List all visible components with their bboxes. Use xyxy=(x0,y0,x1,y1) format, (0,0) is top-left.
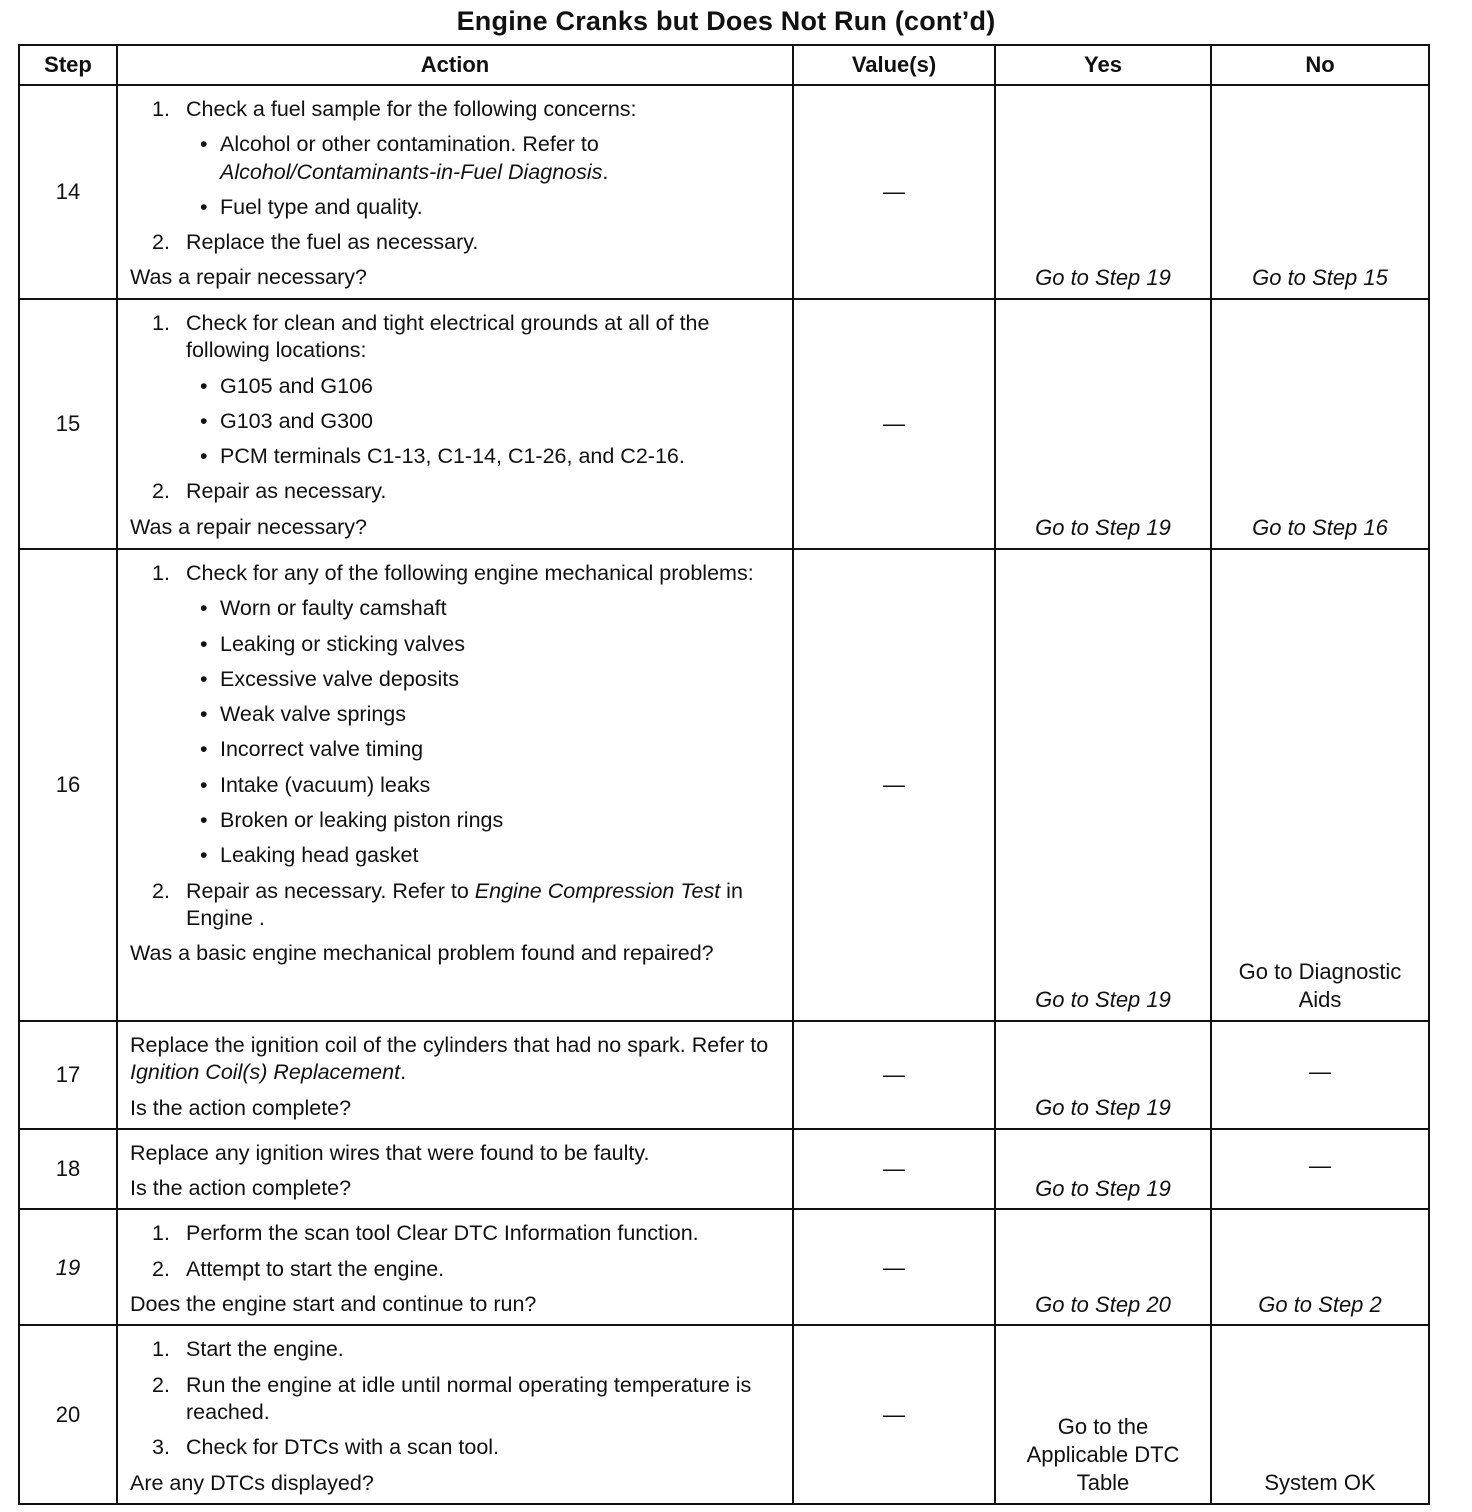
action-item: 1. Check for clean and tight electrical grounds at all of the following locations: xyxy=(152,311,710,363)
action-question: Was a repair necessary? xyxy=(130,265,367,290)
action-bullet: • Alcohol or other contamination. Refer to Alcohol/Contaminants-in-Fuel Diagnosis. xyxy=(200,132,609,184)
action-question: Is the action complete? xyxy=(130,1176,352,1201)
step-number: 16 xyxy=(19,549,117,1021)
step-number: 15 xyxy=(19,299,117,549)
action-line: Replace the ignition coil of the cylinders that had no spark. Refer to Ignition Coil(s) Replacement. xyxy=(130,1033,769,1085)
header-action: Action xyxy=(117,45,793,85)
action-item: 1. Check for any of the following engine mechanical problems: xyxy=(152,561,754,585)
action-cell xyxy=(117,549,793,1021)
action-cell xyxy=(117,1021,793,1129)
value-cell: — xyxy=(793,1325,995,1503)
action-bullet: • Fuel type and quality. xyxy=(200,194,423,219)
value-cell: — xyxy=(793,299,995,549)
action-bullet: • Broken or leaking piston rings xyxy=(200,808,504,833)
yes-cell: Go to Step 19 xyxy=(995,549,1211,1021)
yes-cell: Go to Step 19 xyxy=(995,1129,1211,1210)
yes-cell: Go to Step 19 xyxy=(995,1021,1211,1129)
action-item: 2. Run the engine at idle until normal operating temperature is reached. xyxy=(152,1372,752,1425)
reference-link: Ignition Coil(s) Replacement xyxy=(130,1060,401,1085)
yes-cell: Go to Step 19 xyxy=(995,299,1211,549)
step-number: 14 xyxy=(19,85,117,299)
value-cell: — xyxy=(793,85,995,299)
no-cell: Go to Diagnostic Aids xyxy=(1211,549,1429,1021)
action-bullet: • PCM terminals C1-13, C1-14, C1-26, and C2-16. xyxy=(200,444,685,469)
action-question: Are any DTCs displayed? xyxy=(130,1470,374,1495)
action-cell xyxy=(117,1325,793,1503)
action-question: Was a basic engine mechanical problem found and repaired? xyxy=(130,941,714,966)
step-number: 20 xyxy=(19,1325,117,1503)
value-cell: — xyxy=(793,1021,995,1129)
action-question: Was a repair necessary? xyxy=(130,514,367,539)
header-values: Value(s) xyxy=(793,45,995,85)
table-row xyxy=(19,1209,1429,1325)
action-item: 3. Check for DTCs with a scan tool. xyxy=(152,1435,500,1460)
no-cell: Go to Step 15 xyxy=(1211,85,1429,299)
action-line: Replace any ignition wires that were found to be faulty. xyxy=(130,1140,650,1165)
action-item: 2. Repair as necessary. xyxy=(152,479,387,504)
value-cell: — xyxy=(793,549,995,1021)
no-cell: — xyxy=(1211,1129,1429,1210)
action-item: 1. Perform the scan tool Clear DTC Information function. xyxy=(152,1221,699,1246)
action-item: 2. Replace the fuel as necessary. xyxy=(152,230,479,255)
header-yes: Yes xyxy=(995,45,1211,85)
action-bullet: • G105 and G106 xyxy=(200,373,374,398)
action-bullet: • Excessive valve deposits xyxy=(200,666,459,691)
action-bullet: • G103 and G300 xyxy=(200,408,374,433)
no-cell: System OK xyxy=(1211,1325,1429,1503)
value-cell: — xyxy=(793,1209,995,1325)
yes-cell: Go to Step 19 xyxy=(995,85,1211,299)
reference-link: Alcohol/Contaminants-in-Fuel Diagnosis xyxy=(220,159,603,184)
action-cell xyxy=(117,1129,793,1210)
action-question: Is the action complete? xyxy=(130,1095,352,1120)
action-cell xyxy=(117,85,793,299)
reference-link: Engine Compression Test xyxy=(474,878,721,903)
action-bullet: • Leaking or sticking valves xyxy=(200,631,465,656)
no-cell: Go to Step 2 xyxy=(1211,1209,1429,1325)
header-no: No xyxy=(1211,45,1429,85)
action-bullet: • Leaking head gasket xyxy=(200,843,419,868)
page-title: Engine Cranks but Does Not Run (cont’d) xyxy=(456,6,996,36)
action-bullet: • Weak valve springs xyxy=(200,702,407,727)
no-cell: Go to Step 16 xyxy=(1211,299,1429,549)
table-row xyxy=(19,1021,1429,1129)
value-cell: — xyxy=(793,1129,995,1210)
action-bullet: • Intake (vacuum) leaks xyxy=(200,772,431,797)
action-item: 1. Start the engine. xyxy=(152,1337,344,1362)
table-row xyxy=(19,299,1429,549)
table-row xyxy=(19,1325,1429,1503)
step-number: 18 xyxy=(19,1129,117,1210)
yes-cell: Go to Step 20 xyxy=(995,1209,1211,1325)
action-item: 1. Check a fuel sample for the following concerns: xyxy=(152,97,637,121)
no-cell: — xyxy=(1211,1021,1429,1129)
action-cell xyxy=(117,1209,793,1325)
header-step: Step xyxy=(19,45,117,85)
action-bullet: • Incorrect valve timing xyxy=(200,737,424,762)
action-question: Does the engine start and continue to run? xyxy=(130,1292,537,1317)
step-number: 19 xyxy=(19,1209,117,1325)
table-row xyxy=(19,1129,1429,1210)
header-row xyxy=(19,45,1429,85)
diagnostic-table xyxy=(18,44,1430,1505)
table-row xyxy=(19,85,1429,299)
action-item: 2. Repair as necessary. Refer to Engine Compression Test in Engine . xyxy=(152,878,743,930)
yes-cell: Go to the Applicable DTC Table xyxy=(995,1325,1211,1503)
table-row xyxy=(19,549,1429,1021)
step-number: 17 xyxy=(19,1021,117,1129)
action-cell xyxy=(117,299,793,549)
action-bullet: • Worn or faulty camshaft xyxy=(200,596,447,621)
action-item: 2. Attempt to start the engine. xyxy=(152,1256,445,1281)
